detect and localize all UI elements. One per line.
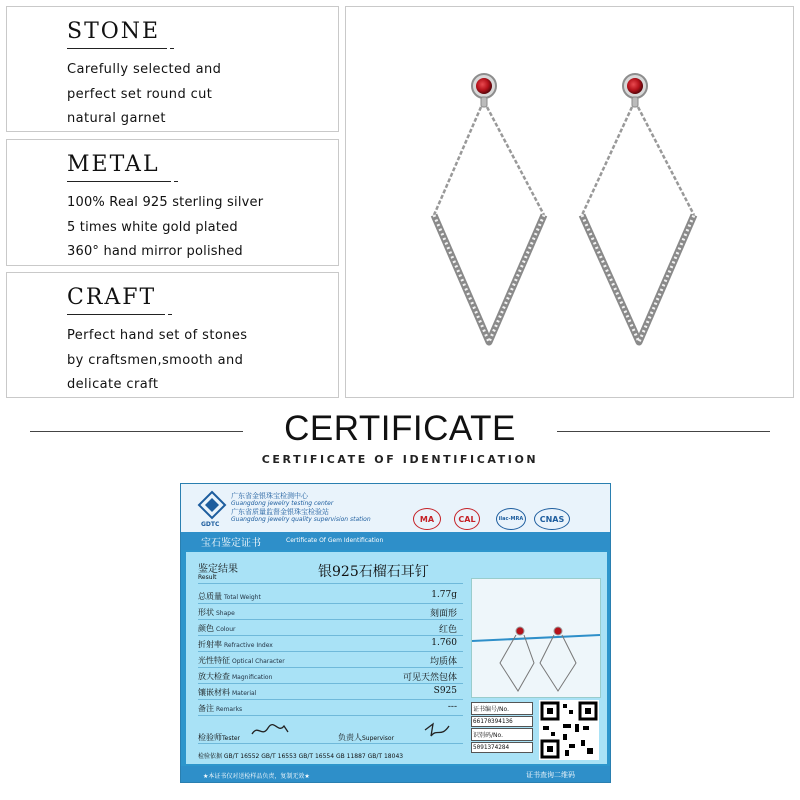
label-cn: 颜色 (198, 624, 214, 633)
detail-value: 刻面形 (429, 609, 457, 619)
detail-label (198, 687, 256, 698)
feature-line: perfect set round cut (67, 86, 213, 102)
detail-row (198, 588, 463, 604)
result-value: 银925石榴石耳钉 (318, 564, 429, 580)
label-cn: 镶嵌材料 (198, 688, 230, 697)
testing-standards: 检验依据 GB/T 16552 GB/T 16553 GB/T 16554 GB 11887 GB/T 18043 (198, 753, 404, 760)
certificate-title-cn: 宝石鉴定证书 (201, 538, 261, 549)
id-code-value: 5091374284 (471, 742, 533, 753)
detail-label (198, 671, 272, 682)
cert-no-label: 证书编号/No. (471, 702, 533, 715)
result-label-en: Result (198, 574, 217, 581)
label-en: Colour (216, 626, 236, 633)
result-label-cn: 鉴定结果 (198, 564, 238, 575)
detail-value: 可见天然包体 (402, 673, 457, 683)
label-cn: 光性特征 (198, 656, 230, 665)
detail-value: 1.77g (431, 590, 457, 600)
right-earring (582, 74, 694, 342)
feature-description (67, 58, 221, 132)
detail-label (198, 591, 261, 602)
gdtc-logo-icon (197, 490, 227, 520)
detail-value: 均质体 (429, 657, 457, 667)
detail-row (198, 700, 463, 716)
underline-tick (170, 48, 174, 49)
cal-logo: CAL (454, 508, 480, 530)
supervisor-cn: 负责人 (338, 733, 362, 742)
cma-logo: MA (413, 508, 441, 530)
supervisor-signature (423, 720, 453, 740)
feature-line: 5 times white gold plated (67, 219, 238, 235)
feature-line: by craftsmen,smooth and (67, 352, 244, 368)
ilac-logo: ilac-MRA (496, 508, 526, 530)
label-en: Shape (216, 610, 235, 617)
label-cn: 总质量 (198, 592, 222, 601)
detail-row (198, 604, 463, 620)
tester-label (198, 732, 240, 743)
detail-label (198, 703, 242, 714)
org-line: 广东省金银珠宝检测中心 (231, 492, 308, 500)
title-underline (67, 48, 167, 49)
gdtc-logo-text: GDTC (201, 521, 220, 528)
organization-names (231, 492, 371, 524)
label-en: Magnification (232, 674, 273, 681)
certificate-numbers (471, 702, 533, 753)
feature-line: natural garnet (67, 111, 166, 126)
cert-no-value: 66170394136 (471, 716, 533, 727)
org-line: 广东省质量监督金银珠宝检验站 (231, 508, 329, 516)
id-code-label: 识别码/No. (471, 728, 533, 741)
feature-title: CRAFT (67, 285, 157, 310)
left-earring (434, 74, 544, 342)
feature-card-metal (6, 139, 339, 266)
signature-row (198, 720, 463, 744)
tester-signature (250, 720, 290, 740)
label-cn: 放大检查 (198, 672, 230, 681)
org-line: Guangdong jewelry testing center (231, 500, 334, 507)
title-underline (67, 181, 171, 182)
certificate-subheading: CERTIFICATE OF IDENTIFICATION (261, 453, 539, 466)
underline-tick (168, 314, 172, 315)
label-en: Optical Character (232, 658, 285, 665)
product-image-panel (345, 6, 794, 398)
feature-title: METAL (67, 152, 160, 177)
label-en: Refractive Index (224, 642, 273, 649)
gem-certificate (180, 483, 611, 783)
detail-row (198, 668, 463, 684)
detail-row (198, 652, 463, 668)
qr-label: 证书查询二维码 (526, 771, 575, 779)
cnas-logo: CNAS (534, 508, 570, 530)
feature-card-stone (6, 6, 339, 132)
detail-label (198, 639, 273, 650)
detail-row (198, 684, 463, 700)
label-cn: 备注 (198, 704, 214, 713)
supervisor-label (338, 732, 394, 743)
detail-label (198, 607, 235, 618)
label-en: Total Weight (224, 594, 261, 601)
feature-description (67, 191, 263, 265)
detail-value: S925 (433, 686, 457, 696)
certificate-title-en: Certificate Of Gem Identification (286, 537, 384, 544)
earrings-illustration (346, 7, 793, 397)
underline-tick (174, 181, 178, 182)
certificate-earrings-photo (472, 579, 600, 697)
certificate-heading: CERTIFICATE (284, 409, 516, 448)
certificate-body (186, 552, 607, 764)
title-underline (67, 314, 165, 315)
footer-note: ★本证书仅对送检样品负责，复制无效★ (203, 773, 310, 780)
feature-description (67, 324, 247, 398)
feature-line: Carefully selected and (67, 62, 222, 77)
feature-line: 100% Real 925 sterling silver (67, 195, 264, 210)
feature-title: STONE (67, 19, 161, 44)
feature-card-craft (6, 272, 339, 398)
feature-line: delicate craft (67, 377, 159, 392)
label-cn: 折射率 (198, 640, 222, 649)
detail-row (198, 620, 463, 636)
tester-cn: 检验师 (198, 733, 222, 742)
feature-line: Perfect hand set of stones (67, 328, 248, 343)
certificate-header (181, 484, 610, 532)
detail-value: 1.760 (431, 638, 457, 648)
detail-value: --- (447, 702, 457, 712)
certificate-product-photo (471, 578, 601, 698)
org-line: Guangdong jewelry quality supervision station (231, 516, 371, 523)
detail-label (198, 655, 285, 666)
tester-en: Tester (222, 735, 240, 742)
result-row (198, 558, 463, 584)
qr-code-icon (539, 700, 599, 760)
certificate-footer (181, 766, 610, 783)
label-en: Material (232, 690, 257, 697)
feature-line: 360° hand mirror polished (67, 244, 243, 259)
label-cn: 形状 (198, 608, 214, 617)
certificate-title-band (181, 532, 610, 550)
label-en: Remarks (216, 706, 243, 713)
detail-value: 红色 (438, 625, 457, 635)
detail-label (198, 623, 235, 634)
detail-row (198, 636, 463, 652)
supervisor-en: Supervisor (362, 735, 395, 742)
